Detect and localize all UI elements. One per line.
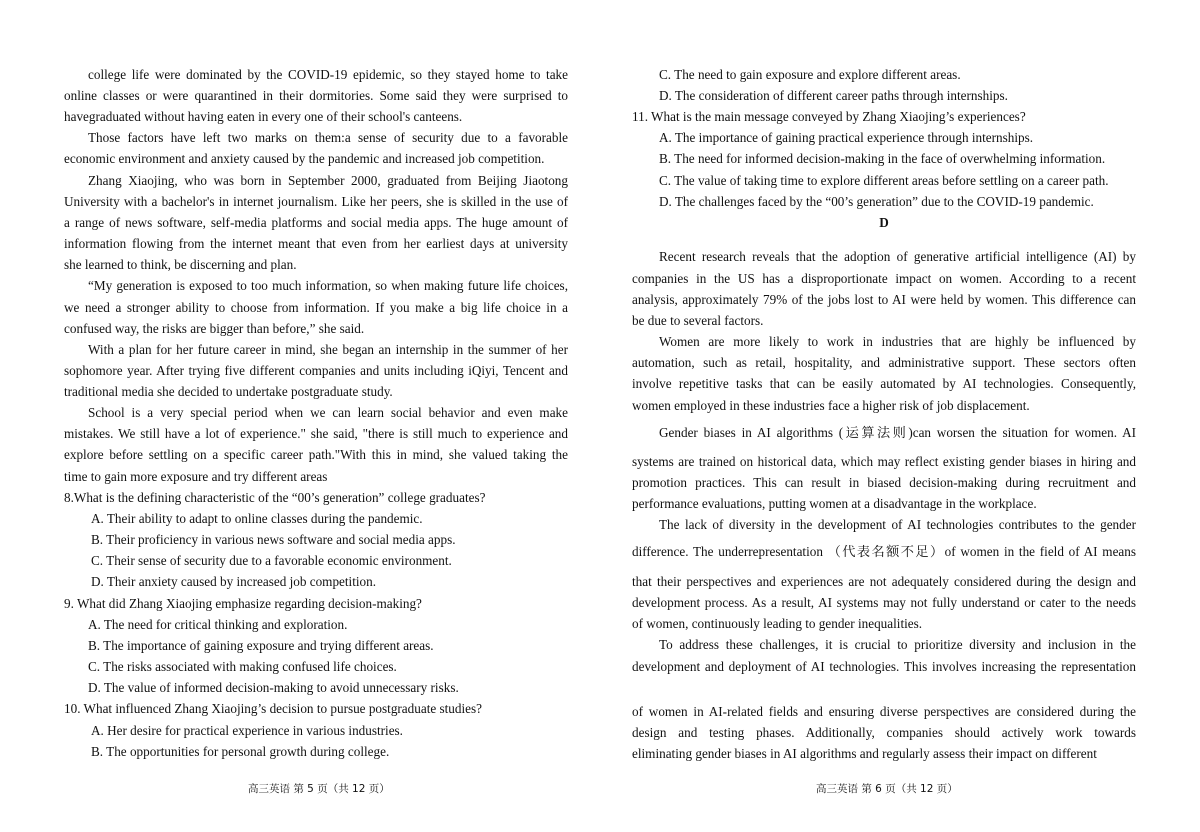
page-footer-right: 高三英语 第 6 页（共 12 页） [816, 783, 958, 795]
passage-line: development process. As a result, AI systems may not fully understand or cater to the needs [632, 595, 1136, 610]
question-8-option-b: B. Their proficiency in various news software and social media apps. [91, 532, 456, 547]
question-8-option-a: A. Their ability to adapt to online classes during the pandemic. [91, 511, 423, 526]
passage-line: design and testing phases. Additionally, companies should actively work towards [632, 725, 1136, 740]
passage-line: Recent research reveals that the adoption of generative artificial intelligence (AI) by [659, 249, 1136, 264]
passage-line: time to gain more exposure and try different areas [64, 469, 328, 484]
passage-line: promotion practices. This can result in biased decision-making during recruitment and [632, 475, 1136, 490]
passage-line: With a plan for her future career in mind, she began an internship in the summer of her [88, 342, 568, 357]
passage-line: confused way, the risks are bigger than before,” she said. [64, 321, 365, 336]
passage-line: “My generation is exposed to too much information, so when making future life choices, [88, 278, 568, 293]
passage-line: traditional media she decided to undertake postgraduate study. [64, 384, 393, 399]
passage-line: performance evaluations, putting women at a disadvantage in the workplace. [632, 496, 1037, 511]
passage-line: eliminating gender biases in AI algorithms and regularly assess their impact on different [632, 746, 1097, 761]
passage-line: mistakes. We still have a lot of experience." she said, "there is still much to experience and [64, 426, 568, 441]
passage-line: online classes or were quarantined in their dormitories. Some said they were surprised to [64, 88, 568, 103]
passage-line: Women are more likely to work in industries that are highly be influenced by [659, 334, 1136, 349]
passage-line: Those factors have left two marks on them:a sense of security due to a favorable [88, 130, 568, 145]
passage-line: University with a bachelor's in internet journalism. Like her peers, she is skilled in the use of [64, 194, 568, 209]
question-11-stem: 11. What is the main message conveyed by Zhang Xiaojing’s experiences? [632, 109, 1026, 124]
question-10-option-a: A. Her desire for practical experience in various industries. [91, 723, 403, 738]
passage-line: a range of news software, self-media platforms and social media apps. The huge amount of [64, 215, 568, 230]
passage-line: School is a very special period when we can learn social behavior and even make [88, 405, 568, 420]
passage-line: we need a stronger ability to choose from information. If you make a big life choice in a [64, 300, 568, 315]
question-9-option-b: B. The importance of gaining exposure and trying different areas. [88, 638, 434, 653]
question-11-option-b: B. The need for informed decision-making in the face of overwhelming information. [659, 151, 1106, 166]
passage-line: sophomore year. After trying five different companies and units including iQiyi, Tencent and [64, 363, 568, 378]
passage-line: be due to several factors. [632, 313, 764, 328]
passage-line: havegraduated without having eaten in every one of their school's canteens. [64, 109, 463, 124]
passage-line: analysis, approximately 79% of the jobs lost to AI were held by women. This difference can [632, 292, 1136, 307]
question-8-stem: 8.What is the defining characteristic of the “00’s generation” college graduates? [64, 490, 486, 505]
passage-line: Zhang Xiaojing, who was born in September 2000, graduated from Beijing Jiaotong [88, 173, 568, 188]
passage-line: difference. The underrepresentation （代表名额不足）of women in the field of AI means [632, 544, 1136, 559]
passage-line: involve repetitive tasks that can be easily automated by AI technologies. Consequently, [632, 376, 1136, 391]
passage-line: that their perspectives and experiences are not adequately considered during the design and [632, 574, 1136, 589]
question-9-stem: 9. What did Zhang Xiaojing emphasize regarding decision-making? [64, 596, 422, 611]
passage-line: companies in the US has a disproportionate impact on women. According to a recent [632, 271, 1136, 286]
passage-line: To address these challenges, it is crucial to prioritize diversity and inclusion in the [659, 637, 1136, 652]
passage-line: Gender biases in AI algorithms (运算法则)can worsen the situation for women. AI [659, 425, 1136, 440]
question-11-option-c: C. The value of taking time to explore different areas before settling on a career path. [659, 173, 1109, 188]
passage-line: information flowing from the internet meant that even from her earliest days at university [64, 236, 568, 251]
passage-line: college life were dominated by the COVID-19 epidemic, so they stayed home to take [88, 67, 568, 82]
question-10-option-c: C. The need to gain exposure and explore different areas. [659, 67, 961, 82]
question-10-option-d: D. The consideration of different career paths through internships. [659, 88, 1008, 103]
page-footer-left: 高三英语 第 5 页（共 12 页） [248, 783, 390, 795]
section-heading: D [879, 215, 889, 230]
question-10-stem: 10. What influenced Zhang Xiaojing’s decision to pursue postgraduate studies? [64, 701, 482, 716]
passage-line: automation, such as retail, hospitality, and administrative support. These sectors often [632, 355, 1136, 370]
question-8-option-d: D. Their anxiety caused by increased job competition. [91, 574, 377, 589]
question-9-option-d: D. The value of informed decision-making to avoid unnecessary risks. [88, 680, 459, 695]
question-8-option-c: C. Their sense of security due to a favorable economic environment. [91, 553, 452, 568]
passage-line: economic environment and anxiety caused by the pandemic and increased job competition. [64, 151, 545, 166]
passage-line: she learned to think, be discerning and plan. [64, 257, 297, 272]
question-10-option-b: B. The opportunities for personal growth during college. [91, 744, 390, 759]
passage-line: explore before settling on a specific career path."With this in mind, she valued taking the [64, 447, 568, 462]
passage-line: The lack of diversity in the development of AI technologies contributes to the gender [659, 517, 1136, 532]
passage-line: of women in AI-related fields and ensuring diverse perspectives are considered during the [632, 704, 1136, 719]
passage-line: women employed in these industries face a higher risk of job displacement. [632, 398, 1030, 413]
question-9-option-c: C. The risks associated with making confused life choices. [88, 659, 397, 674]
question-9-option-a: A. The need for critical thinking and exploration. [88, 617, 348, 632]
passage-line: of women, continuously leading to gender inequalities. [632, 616, 923, 631]
question-11-option-a: A. The importance of gaining practical experience through internships. [659, 130, 1034, 145]
passage-line: development and deployment of AI technologies. This involves increasing the representation [632, 659, 1136, 674]
passage-line: systems are trained on historical data, which may reflect existing gender biases in hiring and [632, 454, 1136, 469]
question-11-option-d: D. The challenges faced by the “00’s generation” due to the COVID-19 pandemic. [659, 194, 1094, 209]
